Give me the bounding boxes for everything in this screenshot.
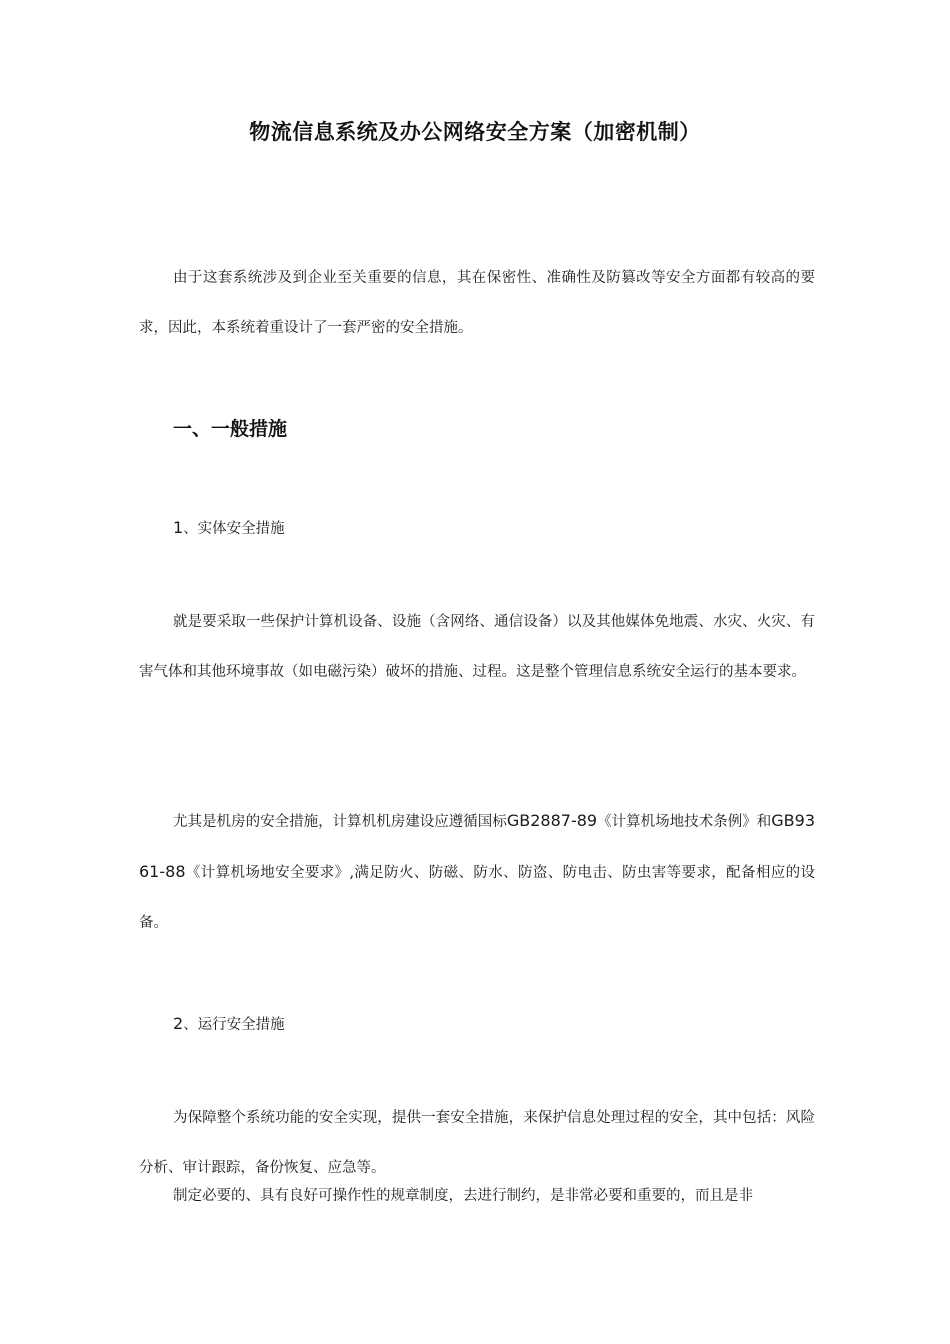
section-heading-general-measures: 一、一般措施 [173,418,288,440]
text-segment: 《计算机场地技术条例》和 [597,814,772,830]
text-segment: ,满足防火、防磁、防水、防盗、防电击、防虫害等要求，配备相应的设备。 [139,865,815,931]
subheading-label: 、运行安全措施 [183,1017,285,1033]
subheading-physical-security [173,517,285,538]
document-title: 物流信息系统及办公网络安全方案（加密机制） [249,120,701,144]
machine-room-paragraph [139,796,815,948]
intro-paragraph: 由于这套系统涉及到企业至关重要的信息，其在保密性、准确性及防篡改等安全方面都有较高的要求，因此，本系统着重设计了一套严密的安全措施。 [139,270,815,336]
standard-code: GB2887-89 [506,811,598,830]
subheading-number: 2 [173,1014,184,1033]
text-segment: 《计算机场地安全要求》 [185,865,350,881]
subheading-number: 1 [173,518,184,537]
operational-security-paragraph: 为保障整个系统功能的安全实现，提供一套安全措施，来保护信息处理过程的安全，其中包括：风险分析、审计跟踪，备份恢复、应急等。 [139,1110,815,1176]
text-segment: 尤其是机房的安全措施，计算机机房建设应遵循国标 [173,814,507,830]
subheading-label: 、实体安全措施 [183,521,285,537]
physical-security-paragraph: 就是要采取一些保护计算机设备、设施（含网络、通信设备）以及其他媒体免地震、水灾、火灾、有害气体和其他环境事故（如电磁污染）破坏的措施、过程。这是整个管理信息系统安全运行的基本要求。 [139,614,815,680]
standard-code: GB9361-88 [139,811,816,881]
regulations-paragraph: 制定必要的、具有良好可操作性的规章制度，去进行制约，是非常必要和重要的，而且是非 [173,1188,753,1204]
subheading-operational-security [173,1013,285,1034]
